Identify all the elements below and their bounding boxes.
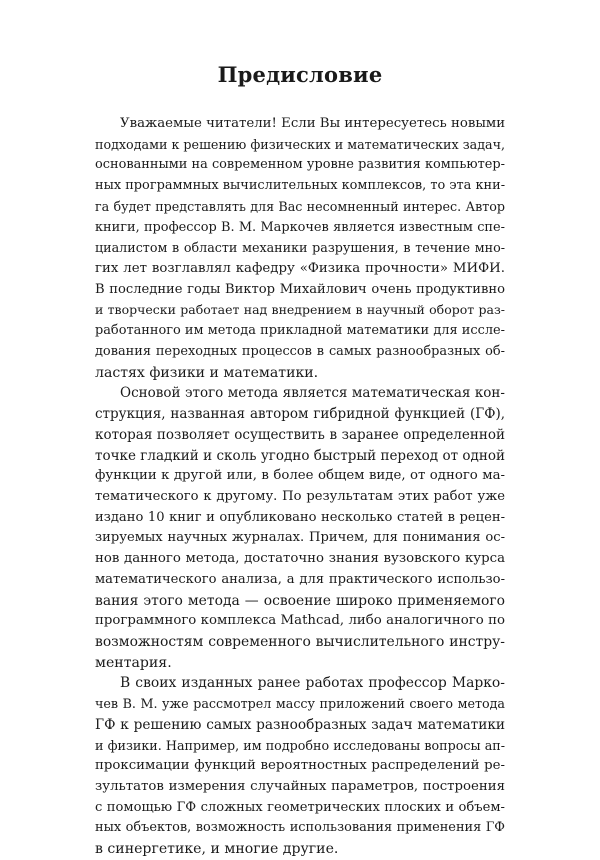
text-line: ных объектов, возможность использования применения ГФ <box>95 820 505 836</box>
text-line: га будет представлять для Вас несомненный интерес. Автор <box>95 198 505 214</box>
text-line: математического анализа, а для практического использо- <box>95 571 505 587</box>
text-line: книги, профессор В. М. Маркочев является известным спе- <box>95 219 505 235</box>
text-line: ластях физики и математики. <box>95 364 319 381</box>
text-line: возможностям современного вычислительного инстру- <box>95 633 505 650</box>
text-line: В последние годы Виктор Михайлович очень продуктивно <box>95 281 505 297</box>
text-line: функции к другой или, в более общем виде, от одного ма- <box>95 468 505 484</box>
text-line: с помощью ГФ сложных геометрических плоских и объем- <box>95 799 505 815</box>
text-line: вания этого метода — освоение широко применяемого <box>95 592 505 609</box>
text-line: дования переходных процессов в самых разнообразных об- <box>95 343 505 359</box>
text-line: в синергетике, и многие другие. <box>95 841 339 858</box>
preface-body <box>95 114 505 860</box>
text-line: точке гладкий и сколь угодно быстрый переход от одной <box>95 447 505 464</box>
text-line: ГФ к решению самых разнообразных задач математики <box>95 716 505 733</box>
text-line: проксимации функций вероятностных распределений ре- <box>95 758 505 774</box>
text-line: чев В. М. уже рассмотрел массу приложений своего метода <box>95 696 505 712</box>
text-line: Основой этого метода является математическая кон- <box>120 385 505 402</box>
page-title: Предисловие <box>217 62 383 87</box>
text-line: струкция, названная автором гибридной функцией (ГФ), <box>95 406 505 423</box>
text-line: основанными на современном уровне развития компьютер- <box>95 157 505 173</box>
paragraph <box>95 383 505 673</box>
text-line: подходами к решению физических и математических задач, <box>95 136 505 152</box>
text-line: В своих изданных ранее работах профессор Марко- <box>120 675 505 692</box>
text-line: программного комплекса Mathcad, либо аналогичного по <box>95 613 505 629</box>
text-line: и творчески работает над внедрением в научный оборот раз- <box>95 302 505 318</box>
text-line: и физики. Например, им подробно исследованы вопросы ап- <box>95 737 505 753</box>
text-line: циалистом в области механики разрушения, в течение мно- <box>95 240 505 256</box>
text-line: которая позволяет осуществить в заранее определенной <box>95 426 505 443</box>
text-line: работанного им метода прикладной математики для иссле- <box>95 323 505 339</box>
text-line: Уважаемые читатели! Если Вы интересуетесь новыми <box>120 116 506 131</box>
text-line: издано 10 книг и опубликовано несколько статей в рецен- <box>95 509 505 525</box>
text-line: зультатов измерения случайных параметров, построения <box>95 779 505 794</box>
paragraph <box>95 673 505 859</box>
text-line: тематического к другому. По результатам этих работ уже <box>95 488 505 504</box>
text-line: нов данного метода, достаточно знания вузовского курса <box>95 551 505 567</box>
text-line: ных программных вычислительных комплексов, то эта кни- <box>95 178 506 194</box>
text-line: гих лет возглавлял кафедру «Физика прочности» МИФИ. <box>95 261 505 277</box>
paragraph <box>95 114 505 383</box>
text-line: зируемых научных журналах. Причем, для понимания ос- <box>95 530 505 546</box>
text-line: ментария. <box>95 654 172 671</box>
